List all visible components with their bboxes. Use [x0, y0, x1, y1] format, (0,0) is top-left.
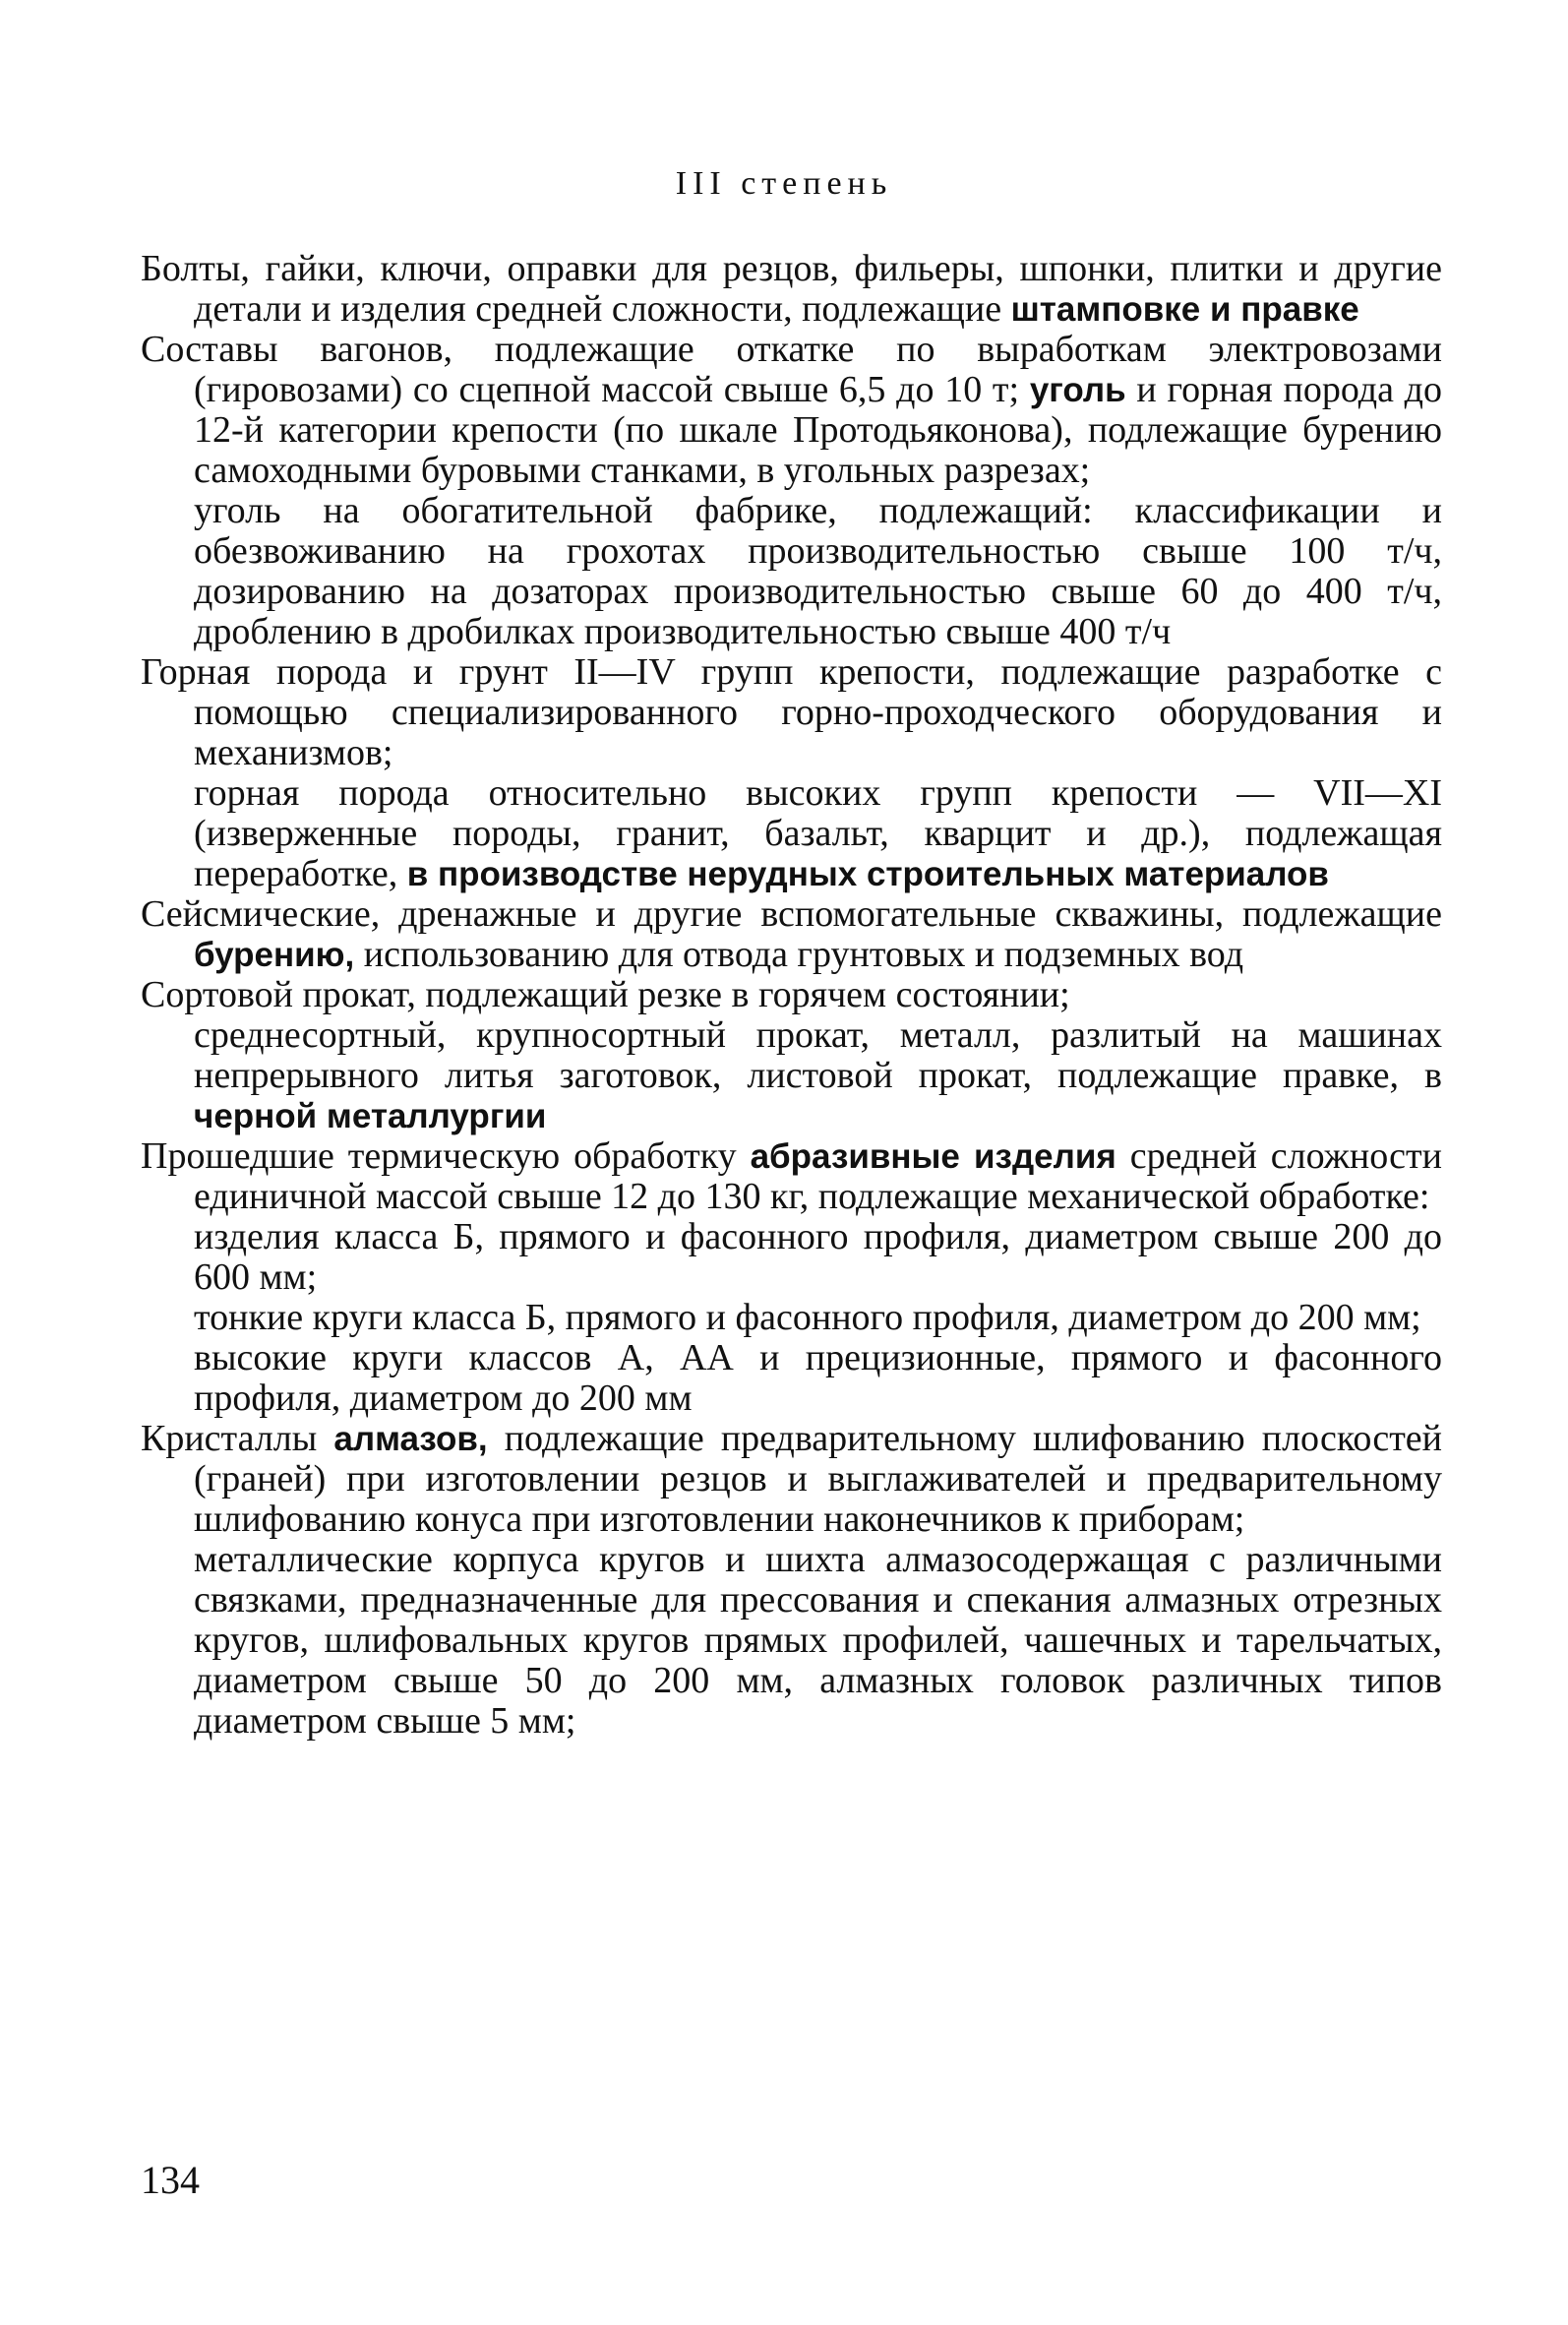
text-span: Сортовой прокат, подлежащий резке в горячем состоянии; [141, 974, 1070, 1015]
sub-paragraph [141, 1338, 1442, 1419]
bold-term: бурению, [194, 936, 355, 974]
entry-wells [141, 894, 1442, 975]
entry-paragraph [141, 249, 1442, 330]
text-span: и горная порода до 12-й категории крепости (по шкале Протодьяконова), подлежащие бурению самоходными буровыми станками, в угольных разрезах; [194, 369, 1442, 491]
entry-bolts [141, 249, 1442, 330]
text-span: тонкие круги класса Б, прямого и фасонного профиля, диаметром до 200 мм; [194, 1297, 1421, 1338]
text-span: уголь на обогатительной фабрике, подлежащий: классификации и обезвоживанию на грохотах производительностью свыше 100 т/ч, дозированию на дозаторах производительностью свыше 60 до 400 т/ч, дроблению в дробилках производительностью свыше 400 т/ч [194, 490, 1442, 652]
entry-paragraph [141, 975, 1442, 1015]
text-span: Горная порода и грунт II—IV групп крепости, подлежащие разработке с помощью специализированного горно-проходческого оборудования и механизмов; [141, 651, 1442, 773]
bold-term: штамповке и правке [1010, 290, 1359, 329]
bold-term: алмазов, [333, 1420, 488, 1458]
entry-paragraph [141, 652, 1442, 773]
bold-term: уголь [1029, 371, 1126, 409]
section-heading: III степень [675, 165, 893, 202]
entry-paragraph [141, 894, 1442, 975]
entry-wagons [141, 330, 1442, 652]
text-span: Составы вагонов, подлежащие откатке по выработкам электровозами (гировозами) со сцепной массой свыше 6,5 до 10 т; [141, 329, 1442, 410]
text-span: высокие круги классов А, АА и прецизионные, прямого и фасонного профиля, диаметром до 200 мм [194, 1337, 1442, 1419]
entry-abrasives [141, 1136, 1442, 1419]
entry-rock [141, 652, 1442, 894]
bold-term: абразивные изделия [750, 1137, 1116, 1176]
entry-rolled-steel [141, 975, 1442, 1136]
page-number: 134 [141, 2158, 200, 2202]
bold-term: в производстве нерудных строительных материалов [406, 855, 1329, 893]
text-span: Сейсмические, дренажные и другие вспомогательные скважины, подлежащие [141, 893, 1442, 935]
text-span: средней сложности единичной массой свыше 12 до 130 кг, подлежащие механической обработке: [194, 1135, 1442, 1217]
page-body [141, 249, 1442, 1742]
entry-diamonds [141, 1419, 1442, 1742]
text-span: использованию для отвода грунтовых и подземных вод [354, 934, 1244, 975]
bold-term: черной металлургии [194, 1097, 547, 1135]
entry-paragraph [141, 330, 1442, 491]
text-span: подлежащие предварительному шлифованию плоскостей (граней) при изготовлении резцов и выглаживателей и предварительному шлифованию конуса при изготовлении наконечников к приборам; [194, 1418, 1442, 1540]
entry-paragraph [141, 1419, 1442, 1540]
text-span: среднесортный, крупносортный прокат, металл, разлитый на машинах непрерывного литья заготовок, листовой прокат, подлежащие правке, в [194, 1014, 1442, 1096]
sub-paragraph [141, 1540, 1442, 1742]
sub-paragraph [141, 491, 1442, 652]
text-span: металлические корпуса кругов и шихта алмазосодержащая с различными связками, предназначенные для прессования и спекания алмазных отрезных кругов, шлифовальных кругов прямых профилей, чашечных и тарельчатых, диаметром свыше 50 до 200 мм, алмазных головок различных типов диаметром свыше 5 мм; [194, 1539, 1442, 1742]
text-span: горная порода относительно высоких групп крепости — VII—XI (изверженные породы, гранит, базальт, кварцит и др.), подлежащая переработке, [194, 772, 1442, 894]
sub-paragraph [141, 773, 1442, 894]
entry-paragraph [141, 1136, 1442, 1217]
text-span: изделия класса Б, прямого и фасонного профиля, диаметром свыше 200 до 600 мм; [194, 1216, 1442, 1298]
sub-paragraph [141, 1015, 1442, 1136]
text-span: Кристаллы [141, 1418, 334, 1459]
text-span: Болты, гайки, ключи, оправки для резцов, фильеры, шпонки, плитки и другие детали и изделия средней сложности, подлежащие [141, 248, 1442, 330]
sub-paragraph [141, 1298, 1442, 1338]
text-span: Прошедшие термическую обработку [141, 1135, 751, 1177]
sub-paragraph [141, 1217, 1442, 1298]
